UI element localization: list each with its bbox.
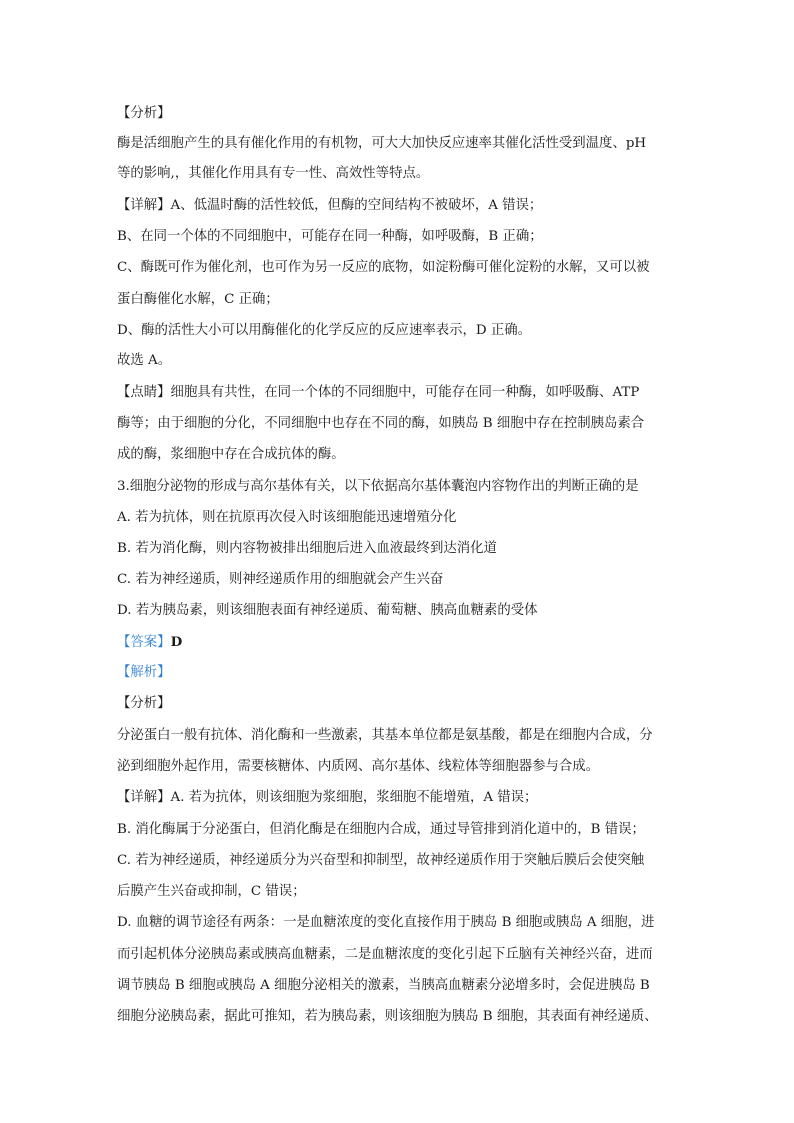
paragraph-line: 【详解】A、低温时酶的活性较低，但酶的空间结构不被破坏，A 错误；	[117, 198, 543, 213]
paragraph-line: 故选 A。	[117, 353, 172, 368]
paragraph-line: 泌到细胞外起作用，需要核糖体、内质网、高尔基体、线粒体等细胞器参与合成。	[117, 759, 600, 774]
paragraph-line: 分泌蛋白一般有抗体、消化酶和一些激素，其基本单位都是氨基酸，都是在细胞内合成，分	[117, 728, 653, 743]
paragraph-line: 调节胰岛 B 细胞或胰岛 A 细胞分泌相关的激素，当胰高血糖素分泌增多时，会促进胰岛 B	[117, 978, 650, 993]
answer-value: D	[170, 634, 183, 650]
paragraph-line: 细胞分泌胰岛素，据此可推知，若为胰岛素，则该细胞为胰岛 B 细胞，其表面有神经递质、	[117, 1009, 658, 1024]
paragraph-line: D. 血糖的调节途径有两条：一是血糖浓度的变化直接作用于胰岛 B 细胞或胰岛 A 细胞，进	[117, 915, 655, 930]
paragraph-line: 而引起机体分泌胰岛素或胰高血糖素，二是血糖浓度的变化引起下丘脑有关神经兴奋，进而	[117, 947, 653, 962]
paragraph-line: 酶是活细胞产生的具有催化作用的有机物，可大大加快反应速率其催化活性受到温度、pH	[117, 136, 647, 151]
section-heading: 【分析】	[117, 106, 171, 121]
option-b: B. 若为消化酶，则内容物被排出细胞后进入血液最终到达消化道	[117, 541, 497, 556]
paragraph-line: 【详解】A. 若为抗体，则该细胞为浆细胞，浆细胞不能增殖，A 错误；	[117, 790, 538, 805]
paragraph-line: 【点睛】细胞具有共性，在同一个体的不同细胞中，可能存在同一种酶，如呼吸酶、ATP	[117, 385, 640, 400]
option-a: A. 若为抗体，则在抗原再次侵入时该细胞能迅速增殖分化	[117, 510, 457, 525]
paragraph-line: 成的酶，浆细胞中存在合成抗体的酶。	[117, 447, 345, 462]
question-stem: 3.细胞分泌物的形成与高尔基体有关，以下依据高尔基体囊泡内容物作出的判断正确的是	[117, 479, 639, 494]
paragraph-line: 酶等；由于细胞的分化，不同细胞中也存在不同的酶，如胰岛 B 细胞中存在控制胰岛素合	[117, 416, 645, 431]
paragraph-line: B、在同一个体的不同细胞中，可能存在同一种酶，如呼吸酶，B 正确；	[117, 229, 543, 244]
analysis-tag: 【解析】	[117, 665, 171, 680]
paragraph-line: D、酶的活性大小可以用酶催化的化学反应的反应速率表示，D 正确。	[117, 323, 532, 338]
paragraph-line: 蛋白酶催化水解，C 正确；	[117, 292, 279, 307]
answer-tag: 【答案】	[117, 635, 171, 650]
option-d: D. 若为胰岛素，则该细胞表面有神经递质、葡萄糖、胰高血糖素的受体	[117, 603, 538, 618]
paragraph-line: 后膜产生兴奋或抑制，C 错误；	[117, 884, 306, 899]
option-c: C. 若为神经递质，则神经递质作用的细胞就会产生兴奋	[117, 572, 444, 587]
paragraph-line: C. 若为神经递质，神经递质分为兴奋型和抑制型，故神经递质作用于突触后膜后会使突触	[117, 853, 645, 868]
section-heading: 【分析】	[117, 696, 171, 711]
paragraph-line: C、酶既可作为催化剂，也可作为另一反应的底物，如淀粉酶可催化淀粉的水解，又可以被	[117, 260, 650, 275]
paragraph-line: B. 消化酶属于分泌蛋白，但消化酶是在细胞内合成，通过导管排到消化道中的，B 错误；	[117, 822, 645, 837]
paragraph-line: 等的影响,，其催化作用具有专一性、高效性等特点。	[117, 166, 430, 181]
answer-line	[117, 632, 682, 653]
